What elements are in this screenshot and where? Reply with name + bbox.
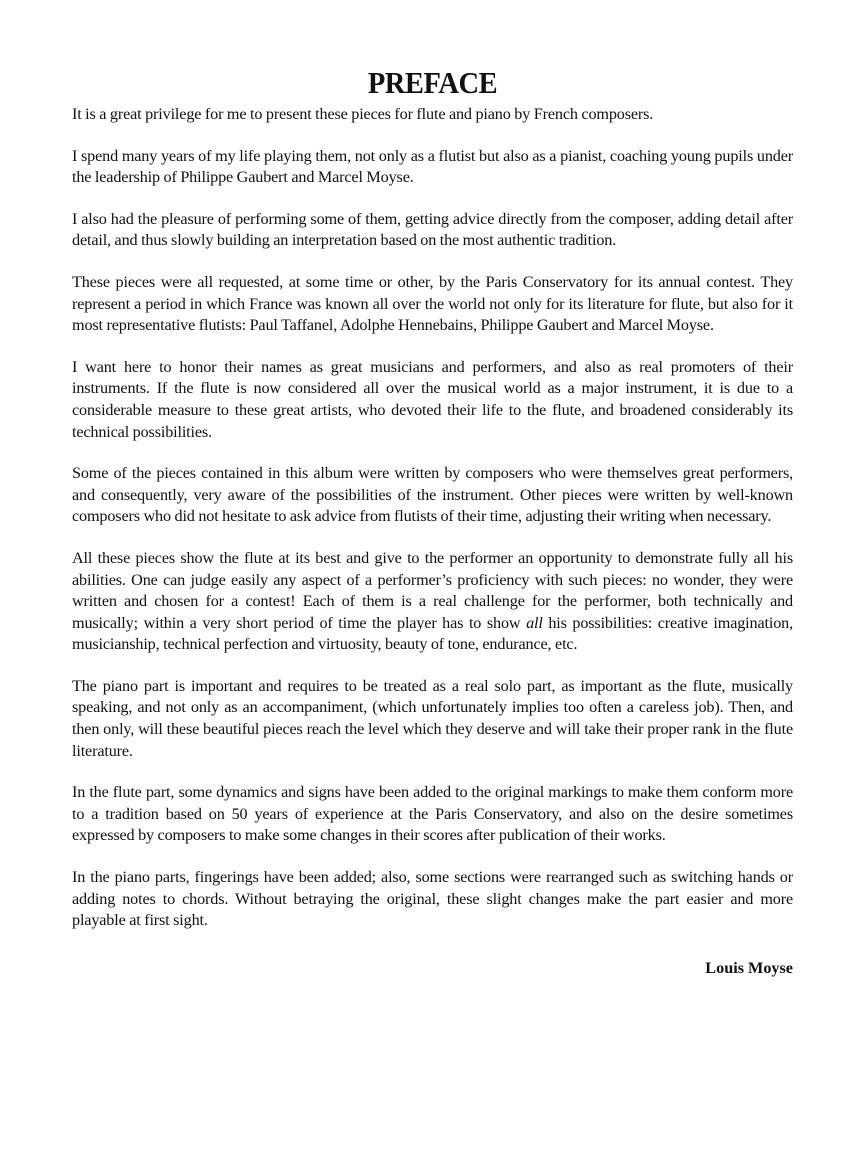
paragraph-7 [72, 548, 793, 656]
paragraph-9: In the flute part, some dynamics and signs have been added to the original markings to make them conform more to a tradition based on 50 years of experience at the Paris Conservatory, and also on the desire sometimes expressed by composers to make some changes in their scores after publication of their works. [72, 783, 793, 845]
paragraph-4: These pieces were all requested, at some time or other, by the Paris Conservatory for its annual contest. They represent a period in which France was known all over the world not only for its literature for flute, but also for it most representative flutists: Paul Taffanel, Adolphe Hennebains, Philippe Gaubert and Marcel Moyse. [72, 272, 793, 335]
preface-body [72, 104, 793, 979]
paragraph-7-text-after: his possibilities: creative imagination, musicianship, technical perfection and virtuosity, beauty of tone, endurance, etc. [72, 613, 793, 654]
author-signature: Louis Moyse [705, 958, 793, 977]
paragraph-7-text-before: All these pieces show the flute at its best and give to the performer an opportunity to demonstrate fully all his abilities. One can judge easily any aspect of a performer’s proficiency with such pieces: no wonder, they were written and chosen for a contest! Each of them is a real challenge for the performer, both technically and musically; within a very short period of time the player has to show [72, 548, 793, 632]
paragraph-3: I also had the pleasure of performing some of them, getting advice directly from the composer, adding detail after detail, and thus slowly building an interpretation based on the most authentic tradition. [72, 209, 793, 250]
page-title: PREFACE [367, 64, 498, 100]
paragraph-5: I want here to honor their names as great musicians and performers, and also as real promoters of their instruments. If the flute is now considered all over the musical world as a major instrument, it is due to a considerable measure to these great artists, who devoted their life to the flute, and broadened considerably its technical possibilities. [72, 357, 793, 441]
emphasis-all: all [526, 613, 543, 632]
paragraph-8: The piano part is important and requires to be treated as a real solo part, as important as the flute, musically speaking, and not only as an accompaniment, (which unfortunately implies too often a careless job). Then, and then only, will these beautiful pieces reach the level which they deserve and will take their proper rank in the flute literature. [72, 676, 793, 760]
paragraph-1: It is a great privilege for me to present these pieces for flute and piano by French composers. [72, 105, 654, 123]
paragraph-2: I spend many years of my life playing them, not only as a flutist but also as a pianist, coaching young pupils under the leadership of Philippe Gaubert and Marcel Moyse. [72, 146, 793, 187]
paragraph-10: In the piano parts, fingerings have been added; also, some sections were rearranged such as switching hands or adding notes to chords. Without betraying the original, these slight changes make the part easier and more playable at first sight. [72, 868, 793, 930]
paragraph-6: Some of the pieces contained in this album were written by composers who were themselves great performers, and consequently, very aware of the possibilities of the instrument. Other pieces were written by well-known composers who did not hesitate to ask advice from flutists of their time, adjusting their writing when necessary. [72, 464, 793, 526]
